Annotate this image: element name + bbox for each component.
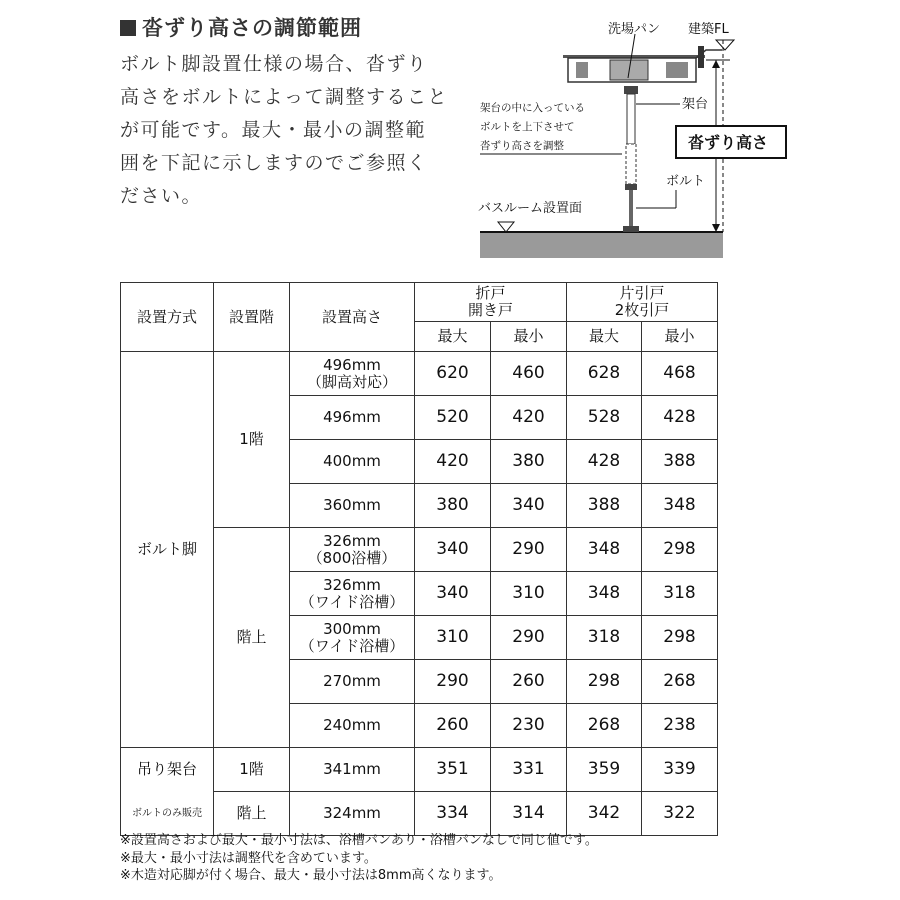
spec-table [120, 282, 718, 836]
header-max: 最大 [415, 322, 491, 352]
floor-up: 階上 [214, 792, 290, 836]
label-stand: 架台 [682, 97, 709, 112]
slide-min: 388 [642, 440, 718, 484]
note-line: ※設置高さおよび最大・最小寸法は、浴槽パンあり・浴槽パンなしで同じ値です。 [120, 833, 598, 848]
height-cell: 496mm [290, 396, 415, 440]
header-slide-line: 2枚引戸 [614, 301, 670, 319]
bolt-foot [623, 226, 639, 232]
slide-min: 238 [642, 704, 718, 748]
fold-min: 380 [491, 440, 567, 484]
slide-max: 348 [567, 572, 642, 616]
height-cell [290, 616, 415, 660]
header-method: 設置方式 [121, 283, 214, 352]
height-cell: 270mm [290, 660, 415, 704]
header-fold-line: 折戸 [475, 284, 506, 302]
fold-min: 314 [491, 792, 567, 836]
intro-line: ださい。 [120, 185, 203, 207]
table-row [121, 792, 718, 836]
stand-head [624, 86, 638, 94]
stand-pipe [627, 94, 635, 144]
dim-arrow-up-icon [712, 60, 720, 68]
intro-line: が可能です。最大・最小の調整範 [120, 119, 426, 141]
fold-max: 260 [415, 704, 491, 748]
group-bolt: ボルト脚 [121, 352, 214, 748]
floor-1: 1階 [214, 352, 290, 528]
header-slide-line: 片引戸 [619, 284, 665, 302]
slide-max: 528 [567, 396, 642, 440]
header-fold-door [415, 283, 567, 322]
slide-max: 628 [567, 352, 642, 396]
note-line: 沓ずり高さを調整 [480, 140, 564, 152]
height-value: 326mm [323, 575, 381, 594]
height-note: （800浴槽） [307, 548, 397, 567]
header-slide-door [567, 283, 718, 322]
header-height: 設置高さ [290, 283, 415, 352]
wall-flange [698, 46, 704, 68]
pan-rib [576, 62, 588, 78]
fold-max: 380 [415, 484, 491, 528]
fold-max: 420 [415, 440, 491, 484]
note-line: 架台の中に入っている [480, 102, 585, 114]
height-cell: 324mm [290, 792, 415, 836]
note-line: ボルトを上下させて [480, 121, 575, 133]
notes [120, 832, 760, 885]
slide-max: 348 [567, 528, 642, 572]
fold-min: 460 [491, 352, 567, 396]
note-line: ※木造対応脚が付く場合、最大・最小寸法は8mm高くなります。 [120, 868, 502, 883]
height-value: 300mm [323, 619, 381, 638]
fold-max: 520 [415, 396, 491, 440]
fold-max: 334 [415, 792, 491, 836]
height-note: （ワイド浴槽） [299, 636, 405, 655]
slide-max: 388 [567, 484, 642, 528]
fold-max: 290 [415, 660, 491, 704]
fold-max: 340 [415, 528, 491, 572]
slide-min: 268 [642, 660, 718, 704]
floor-up: 階上 [214, 528, 290, 748]
height-cell: 400mm [290, 440, 415, 484]
slide-max: 359 [567, 748, 642, 792]
fold-max: 351 [415, 748, 491, 792]
label-bolt: ボルト [666, 174, 706, 189]
fold-min: 290 [491, 528, 567, 572]
label-fl: 建築FL [688, 22, 729, 37]
slide-max: 318 [567, 616, 642, 660]
slide-min: 339 [642, 748, 718, 792]
header-min: 最小 [642, 322, 718, 352]
height-note: （脚高対応） [306, 372, 397, 391]
note-line: ※最大・最小寸法は調整代を含めています。 [120, 850, 377, 866]
label-pan: 洗場パン [608, 22, 661, 37]
fold-min: 340 [491, 484, 567, 528]
slide-min: 428 [642, 396, 718, 440]
header-min: 最小 [491, 322, 567, 352]
fl-triangle-icon [716, 40, 734, 50]
square-bullet-icon [120, 20, 136, 36]
fold-max: 620 [415, 352, 491, 396]
fold-min: 230 [491, 704, 567, 748]
pan-rib [666, 62, 688, 78]
slide-min: 348 [642, 484, 718, 528]
bolt-shaft [629, 190, 633, 226]
slide-min: 298 [642, 616, 718, 660]
fold-min: 290 [491, 616, 567, 660]
height-cell: 360mm [290, 484, 415, 528]
bolt-nut [625, 184, 637, 190]
height-diagram [470, 0, 769, 262]
table-row [121, 352, 718, 396]
height-cell: 341mm [290, 748, 415, 792]
height-cell [290, 352, 415, 396]
header-max: 最大 [567, 322, 642, 352]
table-row [121, 748, 718, 792]
height-cell: 240mm [290, 704, 415, 748]
slide-max: 342 [567, 792, 642, 836]
section-title [120, 12, 460, 44]
bolt-inner [626, 144, 636, 184]
slide-min: 298 [642, 528, 718, 572]
label-floor: バスルーム設置面 [478, 201, 583, 216]
header-fold-line: 開き戸 [468, 301, 514, 319]
height-cell [290, 528, 415, 572]
slide-max: 268 [567, 704, 642, 748]
fold-min: 310 [491, 572, 567, 616]
group-hang-note: ボルトのみ販売 [121, 792, 214, 836]
height-cell [290, 572, 415, 616]
slide-min: 468 [642, 352, 718, 396]
intro-block [120, 12, 460, 213]
fold-min: 331 [491, 748, 567, 792]
slide-min: 322 [642, 792, 718, 836]
fold-min: 260 [491, 660, 567, 704]
fold-min: 420 [491, 396, 567, 440]
slide-max: 428 [567, 440, 642, 484]
floor-1: 1階 [214, 748, 290, 792]
fold-max: 310 [415, 616, 491, 660]
floor-slab [480, 232, 723, 258]
intro-line: 囲を下記に示しますのでご参照く [120, 152, 428, 174]
fold-max: 340 [415, 572, 491, 616]
dim-arrow-down-icon [712, 224, 720, 232]
height-note: （ワイド浴槽） [299, 592, 405, 611]
group-hang: 吊り架台 [121, 748, 214, 792]
section-title-text: 沓ずり高さの調節範囲 [142, 16, 362, 40]
height-value: 326mm [323, 531, 381, 550]
label-height: 沓ずり高さ [688, 133, 769, 152]
slide-max: 298 [567, 660, 642, 704]
intro-line: ボルト脚設置仕様の場合、沓ずり [120, 53, 428, 75]
height-value: 496mm [323, 355, 381, 374]
intro-line: 高さをボルトによって調整すること [120, 86, 449, 108]
floor-triangle-icon [498, 222, 514, 232]
header-floor: 設置階 [214, 283, 290, 352]
slide-min: 318 [642, 572, 718, 616]
